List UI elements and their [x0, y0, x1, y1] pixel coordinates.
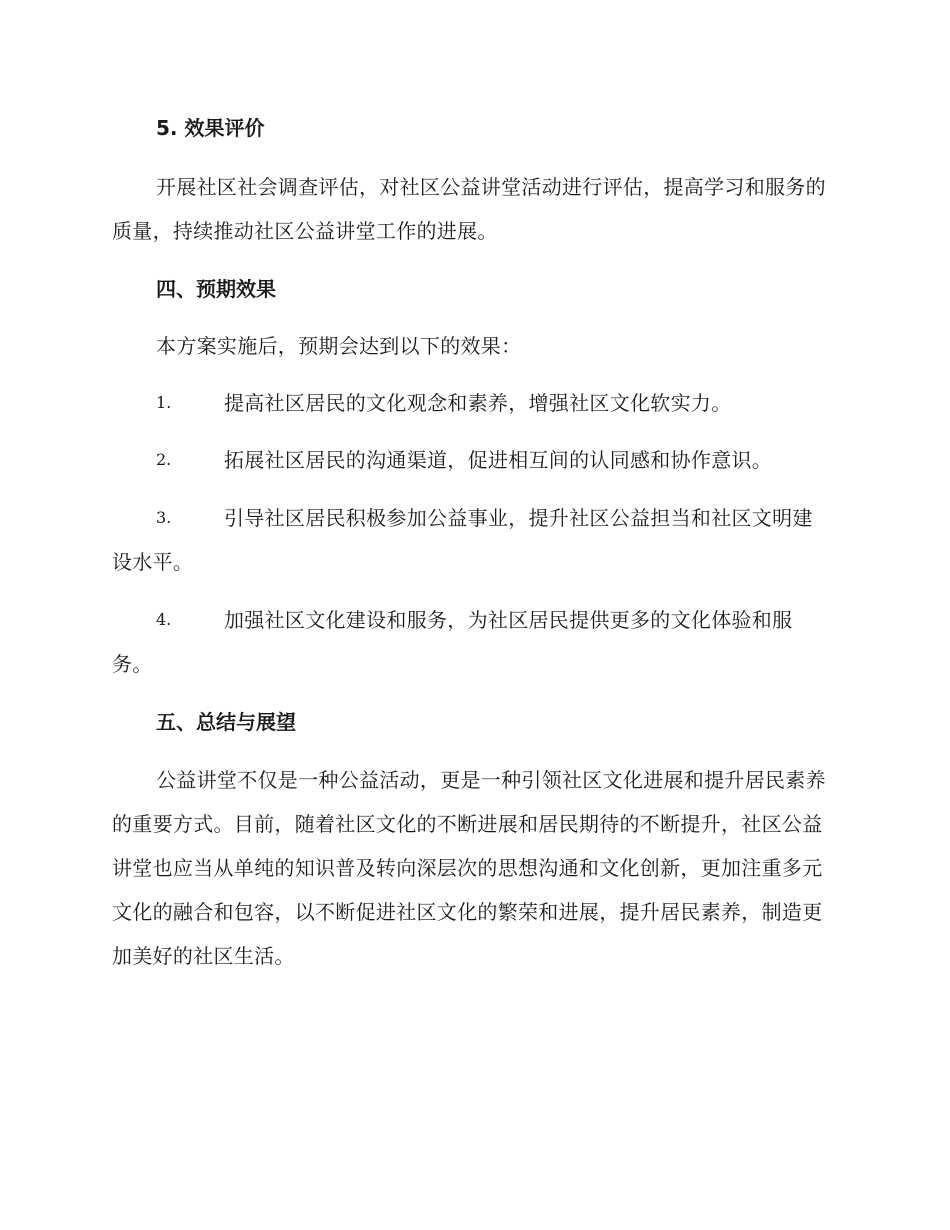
- list-item-text: 加强社区文化建设和服务，为社区居民提供更多的文化体验和服务。: [112, 608, 793, 676]
- section-heading-evaluation: 5. 效果评价: [156, 116, 265, 140]
- list-item: [112, 381, 832, 425]
- section-heading-expected-results: 四、预期效果: [156, 277, 276, 301]
- list-item-text: 引导社区居民积极参加公益事业，提升社区公益担当和社区文明建设水平。: [112, 506, 813, 574]
- list-item-text: 提高社区居民的文化观念和素养，增强社区文化软实力。: [224, 391, 732, 415]
- list-item: [112, 598, 832, 686]
- list-item-number: 4.: [156, 610, 172, 629]
- paragraph-summary: 公益讲堂不仅是一种公益活动，更是一种引领社区文化进展和提升居民素养的重要方式。目前，随着社区文化的不断进展和居民期待的不断提升，社区公益讲堂也应当从单纯的知识普及转向深层次的思想沟通和文化创新，更加注重多元文化的融合和包容，以不断促进社区文化的繁荣和进展，提升居民素养，制造更加美好的社区生活。: [112, 768, 826, 968]
- paragraph-evaluation: 开展社区社会调查评估，对社区公益讲堂活动进行评估，提高学习和服务的质量，持续推动社区公益讲堂工作的进展。: [112, 175, 826, 243]
- list-item-number: 1.: [156, 393, 172, 412]
- section-heading-summary: 五、总结与展望: [156, 710, 296, 734]
- paragraph-expected-intro: 本方案实施后，预期会达到以下的效果：: [156, 334, 522, 358]
- list-item-number: 3.: [156, 508, 172, 527]
- list-item-text: 拓展社区居民的沟通渠道，促进相互间的认同感和协作意识。: [224, 448, 773, 472]
- list-item-number: 2.: [156, 450, 172, 469]
- list-item: [112, 438, 832, 482]
- list-item: [112, 496, 832, 584]
